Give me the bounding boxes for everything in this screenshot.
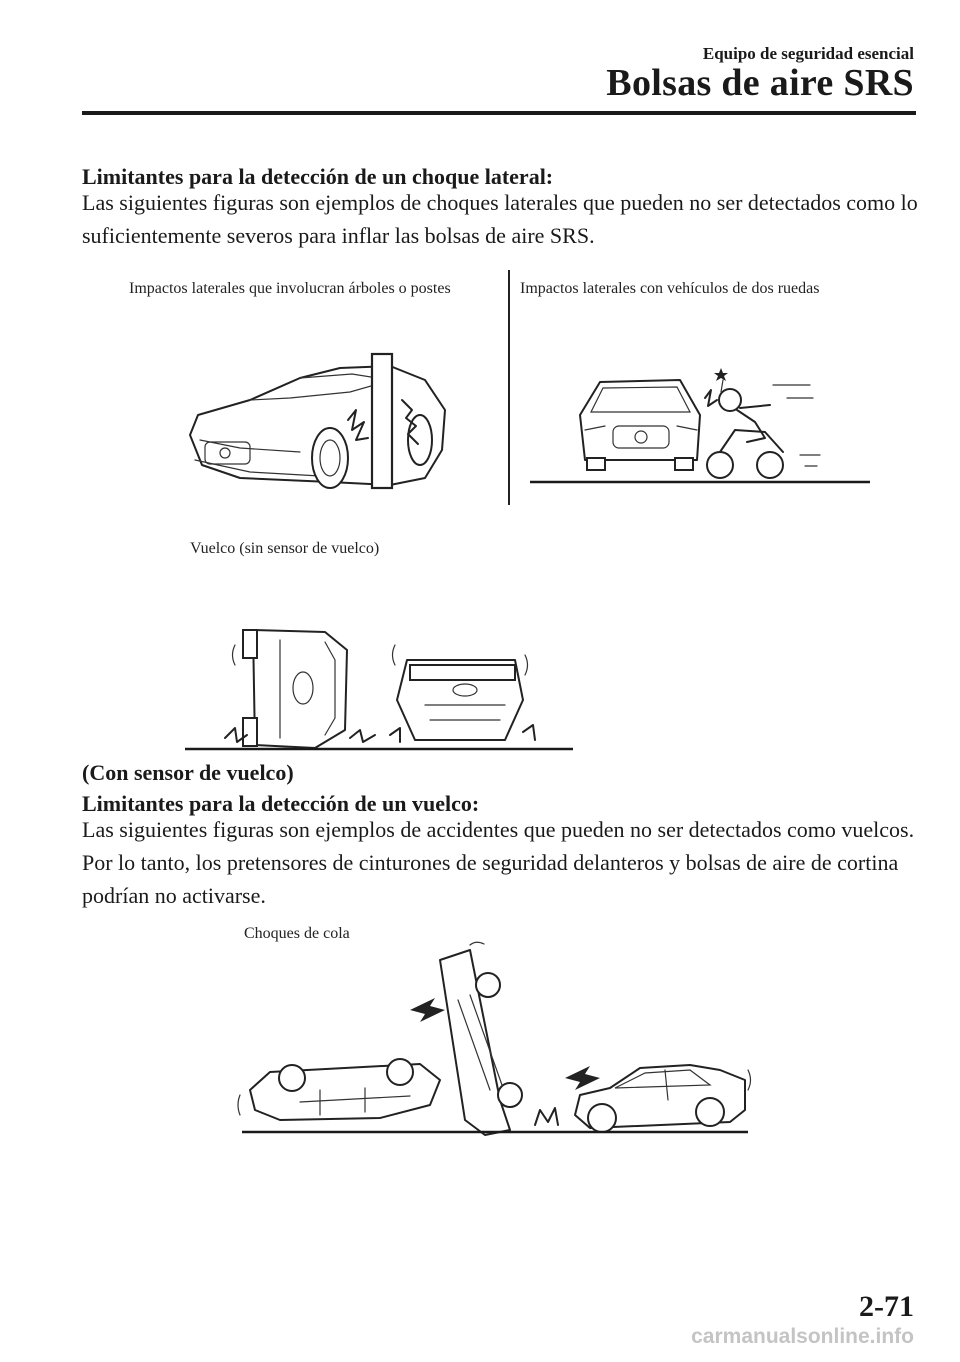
side-impact-paragraph: Las siguientes figuras son ejemplos de choques laterales que pueden no ser detectados como lo suficientemente severos para inflar las bolsas de aire SRS.	[82, 190, 918, 248]
rollover-caption: Vuelco (sin sensor de vuelco)	[190, 540, 380, 557]
figure-divider	[508, 270, 510, 505]
rollover-paragraph: Las siguientes figuras son ejemplos de accidentes que pueden no ser detectados como vuelcos. Por lo tanto, los pretensores de cinturones de seguridad delanteros y bolsas de aire de cortina podrían no activarse.	[82, 817, 915, 908]
section-label: Equipo de seguridad esencial	[702, 44, 914, 63]
two-wheel-caption: Impactos laterales con vehículos de dos ruedas	[520, 280, 820, 297]
watermark: carmanualsonline.info	[691, 1325, 914, 1348]
motorcycle-impact-illustration	[525, 360, 875, 490]
header-rule	[82, 111, 916, 115]
page-number: 2-71	[859, 1290, 914, 1323]
tail-crash-caption: Choques de cola	[244, 925, 350, 942]
trees-poles-caption: Impactos laterales que involucran árboles o postes	[129, 280, 451, 297]
chapter-title: Bolsas de aire SRS	[606, 62, 914, 104]
rollover-sensor-note: (Con sensor de vuelco)	[82, 760, 294, 785]
rollover-heading: Limitantes para la detección de un vuelco:	[82, 791, 480, 816]
pole-impact-illustration	[180, 340, 500, 500]
tail-crash-illustration	[240, 940, 750, 1140]
rollover-illustration	[185, 620, 575, 755]
side-impact-heading: Limitantes para la detección de un choque lateral:	[82, 164, 554, 189]
